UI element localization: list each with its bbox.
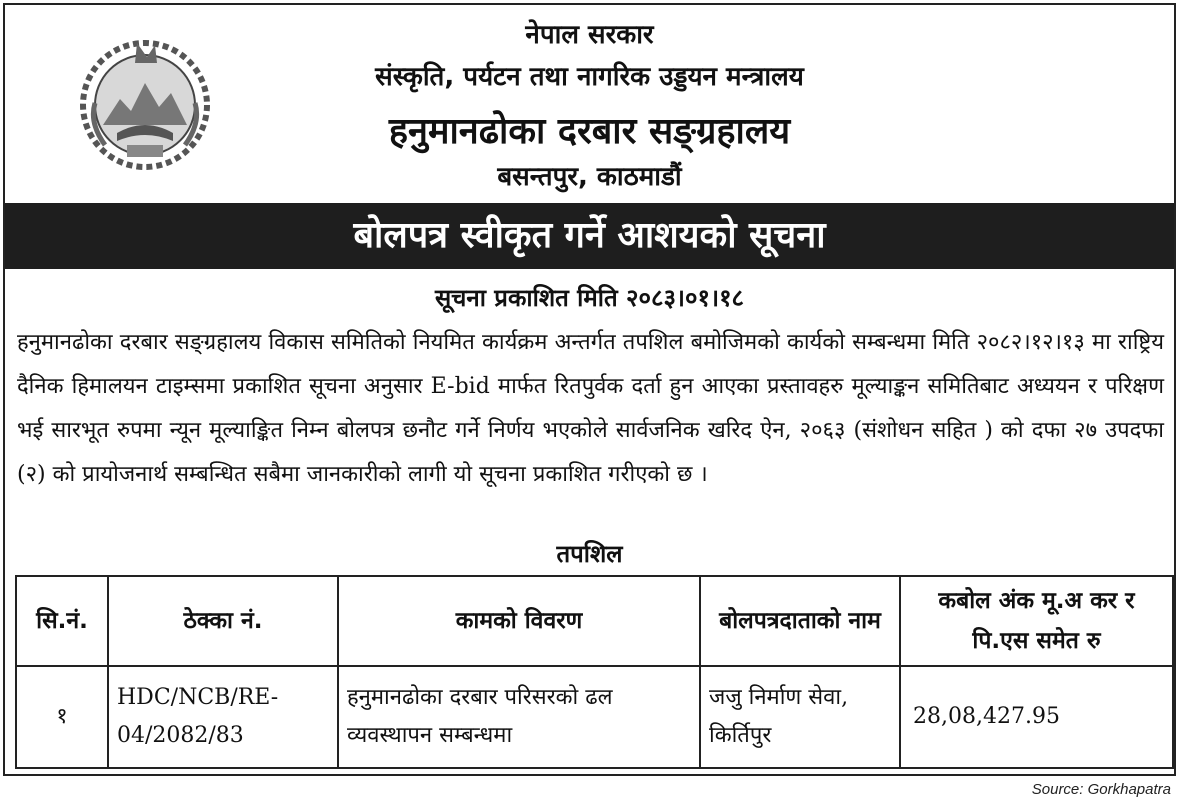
notice-header xyxy=(5,5,1174,203)
table-header-row xyxy=(16,576,1173,666)
notice-title: बोलपत्र स्वीकृत गर्ने आशयको सूचना xyxy=(5,203,1174,269)
government-name: नेपाल सरकार xyxy=(525,20,654,50)
notice-document xyxy=(3,3,1176,776)
column-header-description: कामको विवरण xyxy=(338,576,700,666)
office-address: बसन्तपुर, काठमाडौं xyxy=(497,162,682,192)
table-row xyxy=(16,666,1173,768)
cell-bidder: जजु निर्माण सेवा, किर्तिपुर xyxy=(700,666,900,768)
column-header-bidder: बोलपत्रदाताको नाम xyxy=(700,576,900,666)
column-header-amount: कबोल अंक मू.अ कर र पि.एस समेत रु xyxy=(900,576,1173,666)
ministry-name: संस्कृति, पर्यटन तथा नागरिक उड्डयन मन्त्रालय xyxy=(375,62,804,92)
source-credit: Source: Gorkhapatra xyxy=(1031,781,1171,798)
published-date: सूचना प्रकाशित मिति २०८३।०१।१८ xyxy=(434,284,745,312)
cell-sn: १ xyxy=(16,666,108,768)
column-header-contract-no: ठेक्का नं. xyxy=(108,576,338,666)
notice-body: हनुमानढोका दरबार सङ्ग्रहालय विकास समितिको नियमित कार्यक्रम अन्तर्गत तपशिल बमोजिमको कार्यको सम्बन्धमा मिति २०८२।१२।१३ मा राष्ट्रिय दैनिक हिमालयन टाइम्समा प्रकाशित सूचना अनुसार E-bid मार्फत रितपुर्वक दर्ता हुन आएका प्रस्तावहरु मूल्याङ्कन समितिबाट अध्ययन र परिक्षण भई सारभूत रुपमा न्यून मूल्याङ्कित निम्न बोलपत्र छनौट गर्ने निर्णय भएकोले सार्वजनिक खरिद ऐन, २०६३ (संशोधन सहित ) को दफा २७ उपदफा (२) को प्रायोजनार्थ सम्बन्धित सबैमा जानकारीको लागी यो सूचना प्रकाशित गरीएको छ । xyxy=(17,330,1164,487)
cell-description: हनुमानढोका दरबार परिसरको ढल व्यवस्थापन सम्बन्धमा xyxy=(338,666,700,768)
schedule-heading: तपशिल xyxy=(556,540,623,568)
column-header-sn: सि.नं. xyxy=(16,576,108,666)
schedule-table xyxy=(15,575,1174,769)
office-name: हनुमानढोका दरबार सङ्ग्रहालय xyxy=(388,111,791,152)
cell-contract-no: HDC/NCB/RE-04/2082/83 xyxy=(108,666,338,768)
cell-amount: 28,08,427.95 xyxy=(900,666,1173,768)
